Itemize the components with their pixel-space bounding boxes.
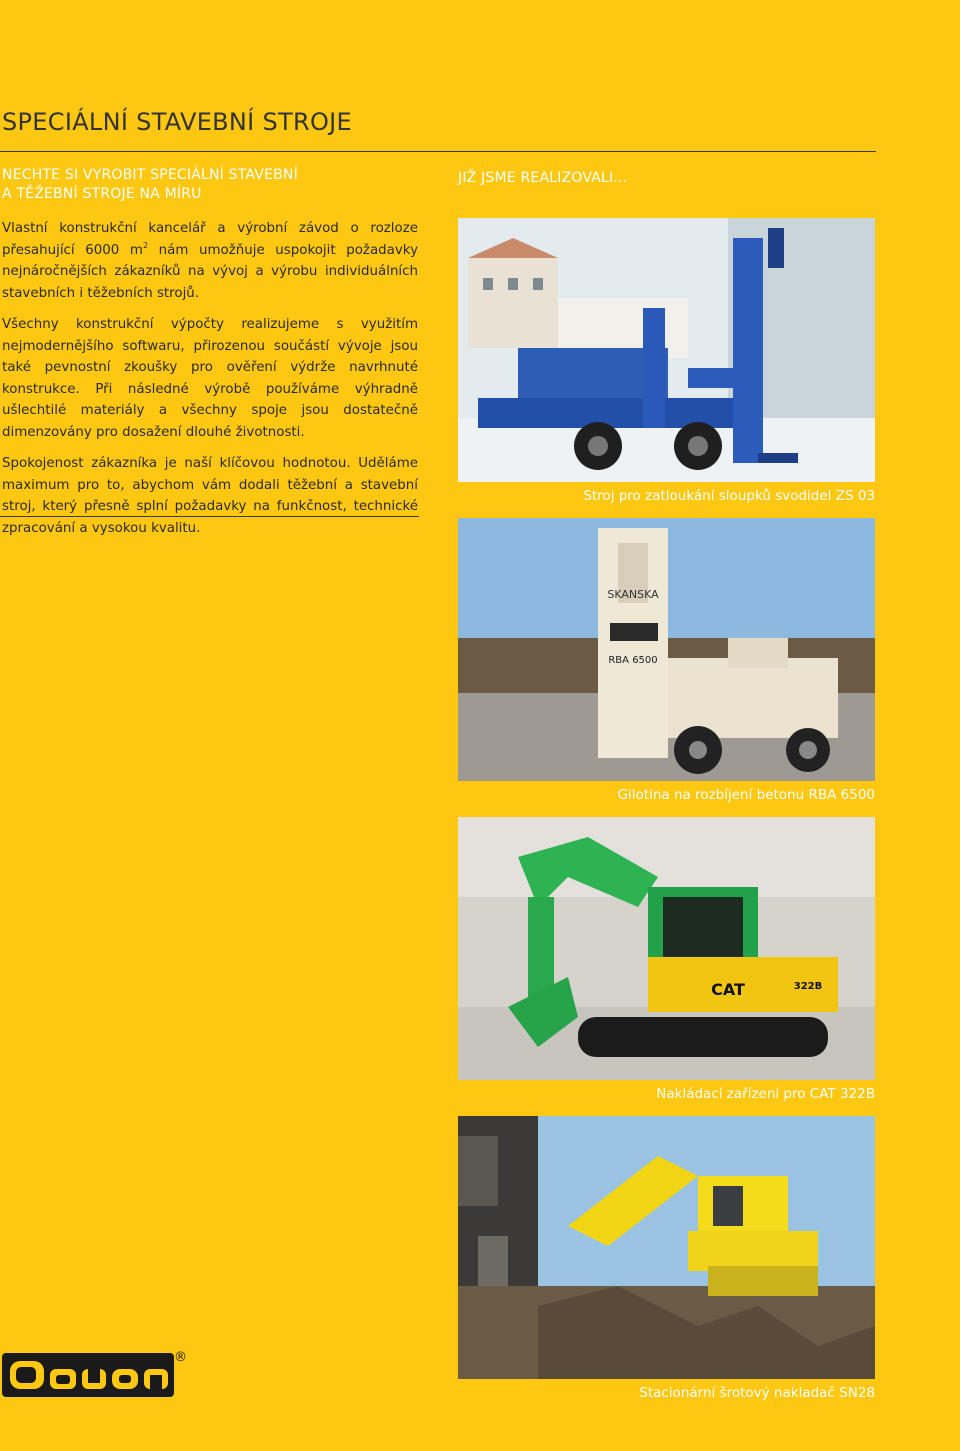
page-title: SPECIÁLNÍ STAVEBNÍ STROJE [2, 108, 352, 136]
paragraph-facility-text-b: nám umožňuje uspokojit požadavky nejnáročnějších zákazníků na vývoj a výrobu individuálních stavebních i těžebních strojů. [2, 242, 418, 301]
davon-logo-mark [2, 1349, 187, 1399]
photo-cat322b [458, 817, 875, 1080]
intro-column [2, 166, 418, 549]
caption-rba6500: Gilotina na rozbíjení betonu RBA 6500 [617, 787, 875, 803]
paragraph-engineering: Všechny konstrukční výpočty realizujeme s využitím nejmodernějšího softwaru, přirozenou součástí vývoje jsou také pevnostní zkoušky pro ověření výdrže navrhnuté konstrukce. Při následné výrobě používáme výhradně ušlechtilé materiály a všechny spoje jsou dostatečně dimenzovány pro dosažení dlouhé životnosti. [2, 317, 418, 440]
subheading-line-2: A TĚŽEBNÍ STROJE NA MÍRU [2, 186, 202, 202]
subheading-line-1: NECHTE SI VYROBIT SPECIÁLNÍ STAVEBNÍ [2, 167, 298, 183]
caption-cat322b: Nakládací zařízení pro CAT 322B [656, 1086, 875, 1102]
caption-zs03: Stroj pro zatloukání sloupků svodidel ZS 03 [583, 488, 875, 504]
paragraph-satisfaction: Spokojenost zákazníka je naší klíčovou hodnotou. Uděláme maximum pro to, abychom vám dodali těžební a stavební stroj, který přesně splní požadavky na funkčnost, technické zpracování a vysokou kvalitu. [2, 456, 418, 536]
superscript-2: 2 [142, 240, 149, 250]
photo-rba6500 [458, 518, 875, 781]
photo-rba6500-stamp-1: SKANSKA [607, 588, 659, 601]
photo-cat322b-stamp-2: 322B [793, 981, 823, 992]
photo-cat322b-stamp-1: CAT [711, 980, 745, 999]
photo-zs03 [458, 218, 875, 482]
photo-cat322b-image [458, 817, 875, 1080]
photo-zs03-image [458, 218, 875, 482]
paragraph-facility [2, 218, 418, 304]
top-divider [0, 151, 876, 152]
left-divider [0, 516, 419, 517]
photo-rba6500-stamp-2: RBA 6500 [608, 655, 658, 666]
paragraph-facility-text-a: Vlastní konstrukční kancelář a výrobní závod o rozloze přesahující 6000 m [2, 221, 418, 258]
photo-sn28 [458, 1116, 875, 1379]
caption-sn28: Stacionární šrotový nakladač SN28 [639, 1385, 875, 1401]
davon-logo [2, 1349, 187, 1399]
photo-sn28-image [458, 1116, 875, 1379]
photo-rba6500-image [458, 518, 875, 781]
intro-subheading [2, 166, 418, 204]
registered-mark: ® [174, 1350, 187, 1365]
realized-heading: JIŽ JSME REALIZOVALI... [458, 170, 628, 186]
